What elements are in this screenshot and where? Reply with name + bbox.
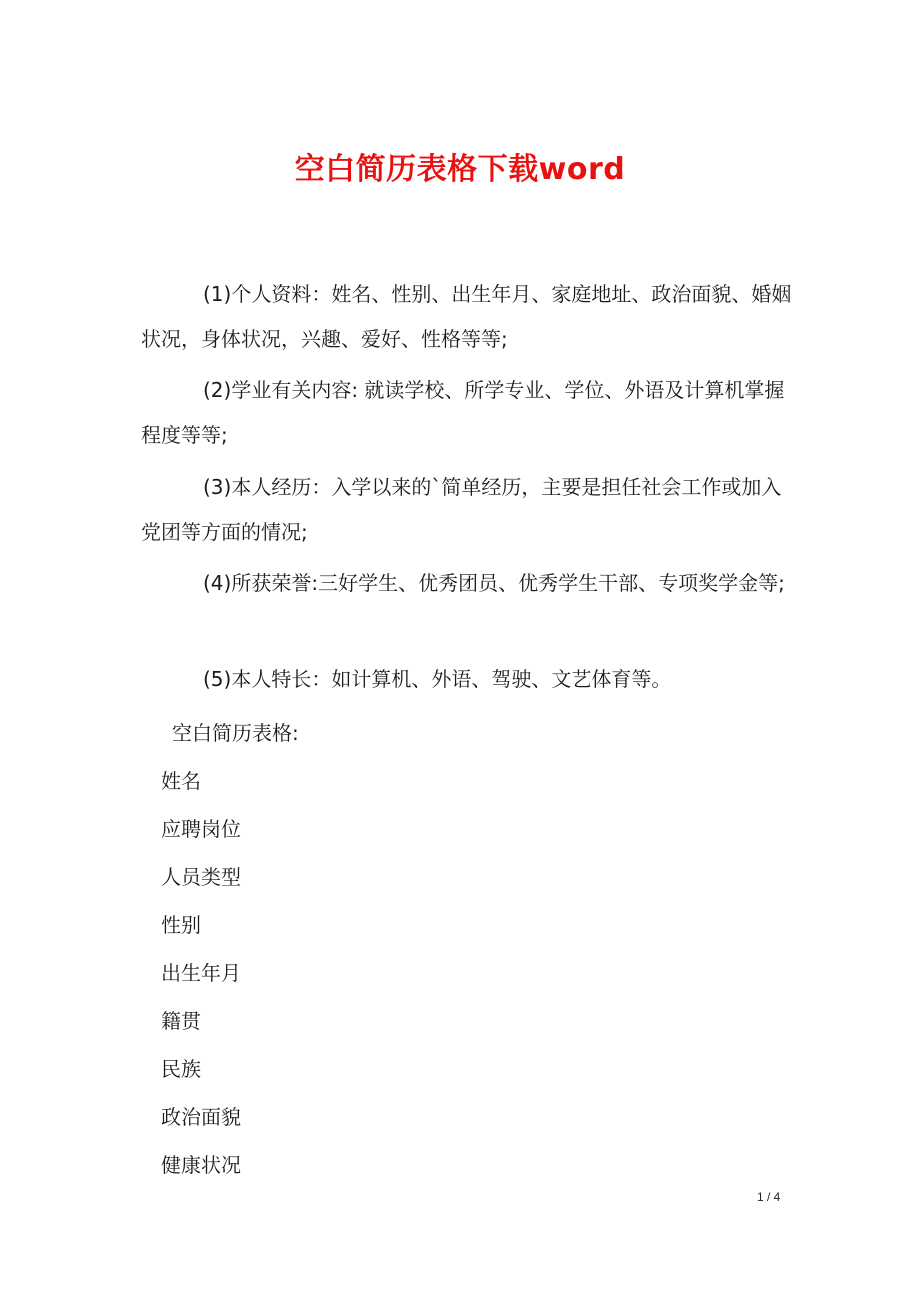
field-label: 民族	[161, 1057, 201, 1081]
paragraph-personal-info: (1)个人资料：姓名、性别、出生年月、家庭地址、政治面貌、婚姻状况，身体状况，兴趣、爱好、性格等等;	[141, 282, 792, 351]
paragraph-academic-info: (2)学业有关内容: 就读学校、所学专业、学位、外语及计算机掌握程度等等;	[141, 378, 785, 447]
paragraph-honors: (4)所获荣誉:三好学生、优秀团员、优秀学生干部、专项奖学金等;	[203, 571, 785, 595]
field-label: 姓名	[161, 769, 201, 793]
field-label: 籍贯	[161, 1009, 201, 1033]
table-heading: 空白简历表格:	[172, 721, 299, 745]
field-label: 健康状况	[161, 1153, 241, 1177]
page-number: 1 / 4	[757, 1190, 781, 1204]
field-label: 性别	[161, 913, 201, 937]
field-label: 人员类型	[161, 865, 241, 889]
document-title: 空白简历表格下载word	[294, 152, 626, 187]
field-label: 应聘岗位	[161, 817, 241, 841]
field-label: 出生年月	[161, 961, 241, 985]
paragraph-specialties: (5)本人特长：如计算机、外语、驾驶、文艺体育等。	[203, 667, 672, 691]
paragraph-experience: (3)本人经历：入学以来的`简单经历，主要是担任社会工作或加入党团等方面的情况;	[141, 475, 782, 544]
field-label: 政治面貌	[161, 1105, 241, 1129]
